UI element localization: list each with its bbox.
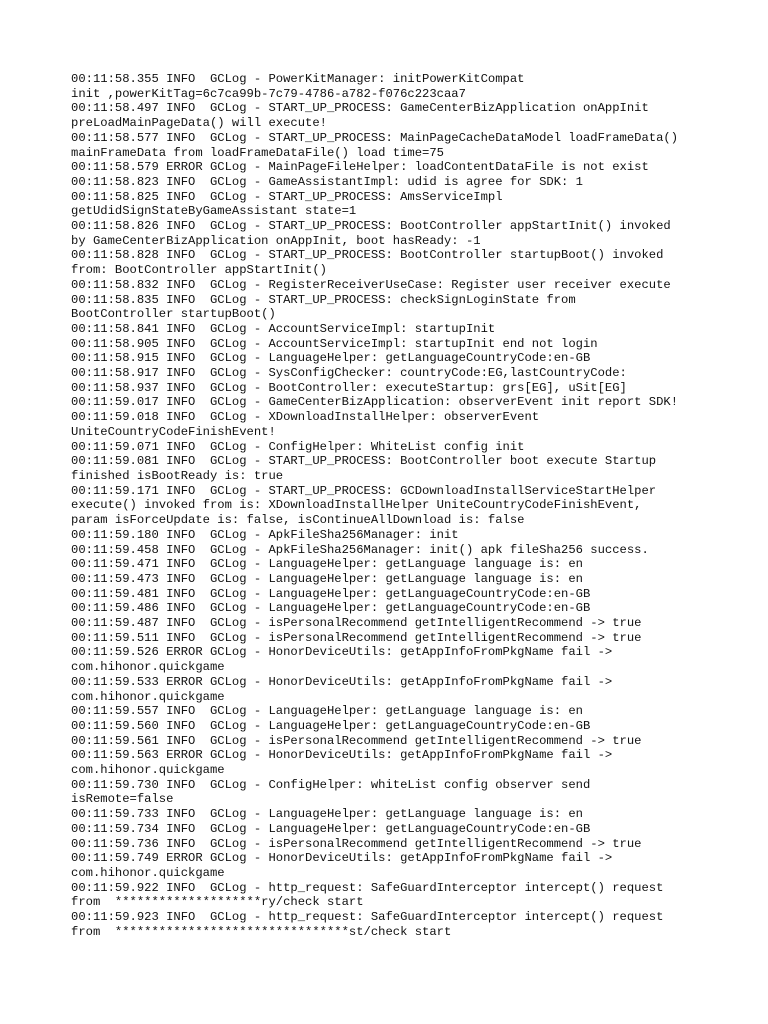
log-line: 00:11:58.835 INFO GCLog - START_UP_PROCESS: checkSignLoginState from: [71, 292, 576, 307]
log-line: 00:11:59.563 ERROR GCLog - HonorDeviceUtils: getAppInfoFromPkgName fail ->: [71, 748, 613, 763]
log-line: 00:11:59.561 INFO GCLog - isPersonalRecommend getIntelligentRecommend -> true: [71, 733, 642, 748]
log-line: from ********************************st/check start: [71, 924, 452, 939]
log-line: by GameCenterBizApplication onAppInit, boot hasReady: -1: [71, 233, 481, 248]
log-line: 00:11:59.749 ERROR GCLog - HonorDeviceUtils: getAppInfoFromPkgName fail ->: [71, 851, 613, 866]
log-line: 00:11:59.018 INFO GCLog - XDownloadInstallHelper: observerEvent: [71, 410, 540, 425]
log-line: 00:11:59.557 INFO GCLog - LanguageHelper: getLanguage language is: en: [71, 704, 583, 719]
log-line: 00:11:59.081 INFO GCLog - START_UP_PROCESS: BootController boot execute Startup: [71, 454, 657, 469]
log-line: 00:11:59.017 INFO GCLog - GameCenterBizApplication: observerEvent init report SDK!: [71, 395, 679, 410]
log-line: 00:11:59.526 ERROR GCLog - HonorDeviceUtils: getAppInfoFromPkgName fail ->: [71, 645, 613, 660]
log-line: 00:11:58.937 INFO GCLog - BootController: executeStartup: grs[EG], uSit[EG]: [71, 380, 627, 395]
log-line: 00:11:59.487 INFO GCLog - isPersonalRecommend getIntelligentRecommend -> true: [71, 616, 642, 631]
log-line: finished isBootReady is: true: [71, 468, 284, 483]
log-line: from ********************ry/check start: [71, 895, 364, 910]
log-document: [71, 72, 751, 939]
log-line: 00:11:59.923 INFO GCLog - http_request: SafeGuardInterceptor intercept() request: [71, 910, 664, 925]
log-line: com.hihonor.quickgame: [71, 865, 225, 880]
log-line: param isForceUpdate is: false, isContinueAllDownload is: false: [71, 513, 525, 528]
log-line: 00:11:58.497 INFO GCLog - START_UP_PROCESS: GameCenterBizApplication onAppInit: [71, 101, 649, 116]
log-line: 00:11:59.481 INFO GCLog - LanguageHelper: getLanguageCountryCode:en-GB: [71, 586, 591, 601]
log-line: 00:11:59.922 INFO GCLog - http_request: SafeGuardInterceptor intercept() request: [71, 880, 664, 895]
log-line: 00:11:58.825 INFO GCLog - START_UP_PROCESS: AmsServiceImpl: [71, 189, 503, 204]
log-line: 00:11:59.533 ERROR GCLog - HonorDeviceUtils: getAppInfoFromPkgName fail ->: [71, 674, 613, 689]
log-line: com.hihonor.quickgame: [71, 763, 225, 778]
log-line: com.hihonor.quickgame: [71, 660, 225, 675]
log-line: getUdidSignStateByGameAssistant state=1: [71, 204, 357, 219]
log-line: 00:11:59.071 INFO GCLog - ConfigHelper: WhiteList config init: [71, 439, 525, 454]
log-line: BootController startupBoot(): [71, 307, 276, 322]
log-line: 00:11:59.473 INFO GCLog - LanguageHelper: getLanguage language is: en: [71, 571, 583, 586]
log-line: 00:11:58.355 INFO GCLog - PowerKitManager: initPowerKitCompat: [71, 72, 525, 86]
log-line: isRemote=false: [71, 792, 174, 807]
log-line: 00:11:58.905 INFO GCLog - AccountServiceImpl: startupInit end not login: [71, 336, 598, 351]
log-line: mainFrameData from loadFrameDataFile() load time=75: [71, 145, 444, 160]
log-line: 00:11:59.734 INFO GCLog - LanguageHelper: getLanguageCountryCode:en-GB: [71, 821, 591, 836]
log-line: 00:11:58.823 INFO GCLog - GameAssistantImpl: udid is agree for SDK: 1: [71, 174, 583, 189]
log-line: 00:11:58.832 INFO GCLog - RegisterReceiverUseCase: Register user receiver execute: [71, 277, 671, 292]
log-line: 00:11:59.733 INFO GCLog - LanguageHelper: getLanguage language is: en: [71, 807, 583, 822]
log-line: from: BootController appStartInit(): [71, 263, 327, 278]
log-line: 00:11:58.579 ERROR GCLog - MainPageFileHelper: loadContentDataFile is not exist: [71, 160, 649, 175]
log-line: 00:11:58.841 INFO GCLog - AccountServiceImpl: startupInit: [71, 321, 496, 336]
log-line: 00:11:59.171 INFO GCLog - START_UP_PROCESS: GCDownloadInstallServiceStartHelper: [71, 483, 657, 498]
log-line: 00:11:59.736 INFO GCLog - isPersonalRecommend getIntelligentRecommend -> true: [71, 836, 642, 851]
log-line: 00:11:59.486 INFO GCLog - LanguageHelper: getLanguageCountryCode:en-GB: [71, 601, 591, 616]
log-line: 00:11:59.560 INFO GCLog - LanguageHelper: getLanguageCountryCode:en-GB: [71, 718, 591, 733]
log-line: execute() invoked from is: XDownloadInstallHelper UniteCountryCodeFinishEvent,: [71, 498, 642, 513]
log-line: 00:11:59.511 INFO GCLog - isPersonalRecommend getIntelligentRecommend -> true: [71, 630, 642, 645]
log-line: 00:11:58.577 INFO GCLog - START_UP_PROCESS: MainPageCacheDataModel loadFrameData(): [71, 130, 679, 145]
log-line: com.hihonor.quickgame: [71, 689, 225, 704]
log-line: 00:11:59.730 INFO GCLog - ConfigHelper: whiteList config observer send: [71, 777, 591, 792]
log-line: 00:11:59.458 INFO GCLog - ApkFileSha256Manager: init() apk fileSha256 success.: [71, 542, 649, 557]
log-line: UniteCountryCodeFinishEvent!: [71, 424, 276, 439]
log-line: preLoadMainPageData() will execute!: [71, 116, 327, 131]
log-line: 00:11:58.826 INFO GCLog - START_UP_PROCESS: BootController appStartInit() invoked: [71, 219, 671, 234]
log-line: init ,powerKitTag=6c7ca99b-7c79-4786-a782-f076c223caa7: [71, 86, 466, 101]
log-line: 00:11:58.917 INFO GCLog - SysConfigChecker: countryCode:EG,lastCountryCode:: [71, 366, 627, 381]
log-line: 00:11:59.471 INFO GCLog - LanguageHelper: getLanguage language is: en: [71, 557, 583, 572]
log-line: 00:11:58.828 INFO GCLog - START_UP_PROCESS: BootController startupBoot() invoked: [71, 248, 664, 263]
log-line: 00:11:58.915 INFO GCLog - LanguageHelper: getLanguageCountryCode:en-GB: [71, 351, 591, 366]
log-line: 00:11:59.180 INFO GCLog - ApkFileSha256Manager: init: [71, 527, 459, 542]
